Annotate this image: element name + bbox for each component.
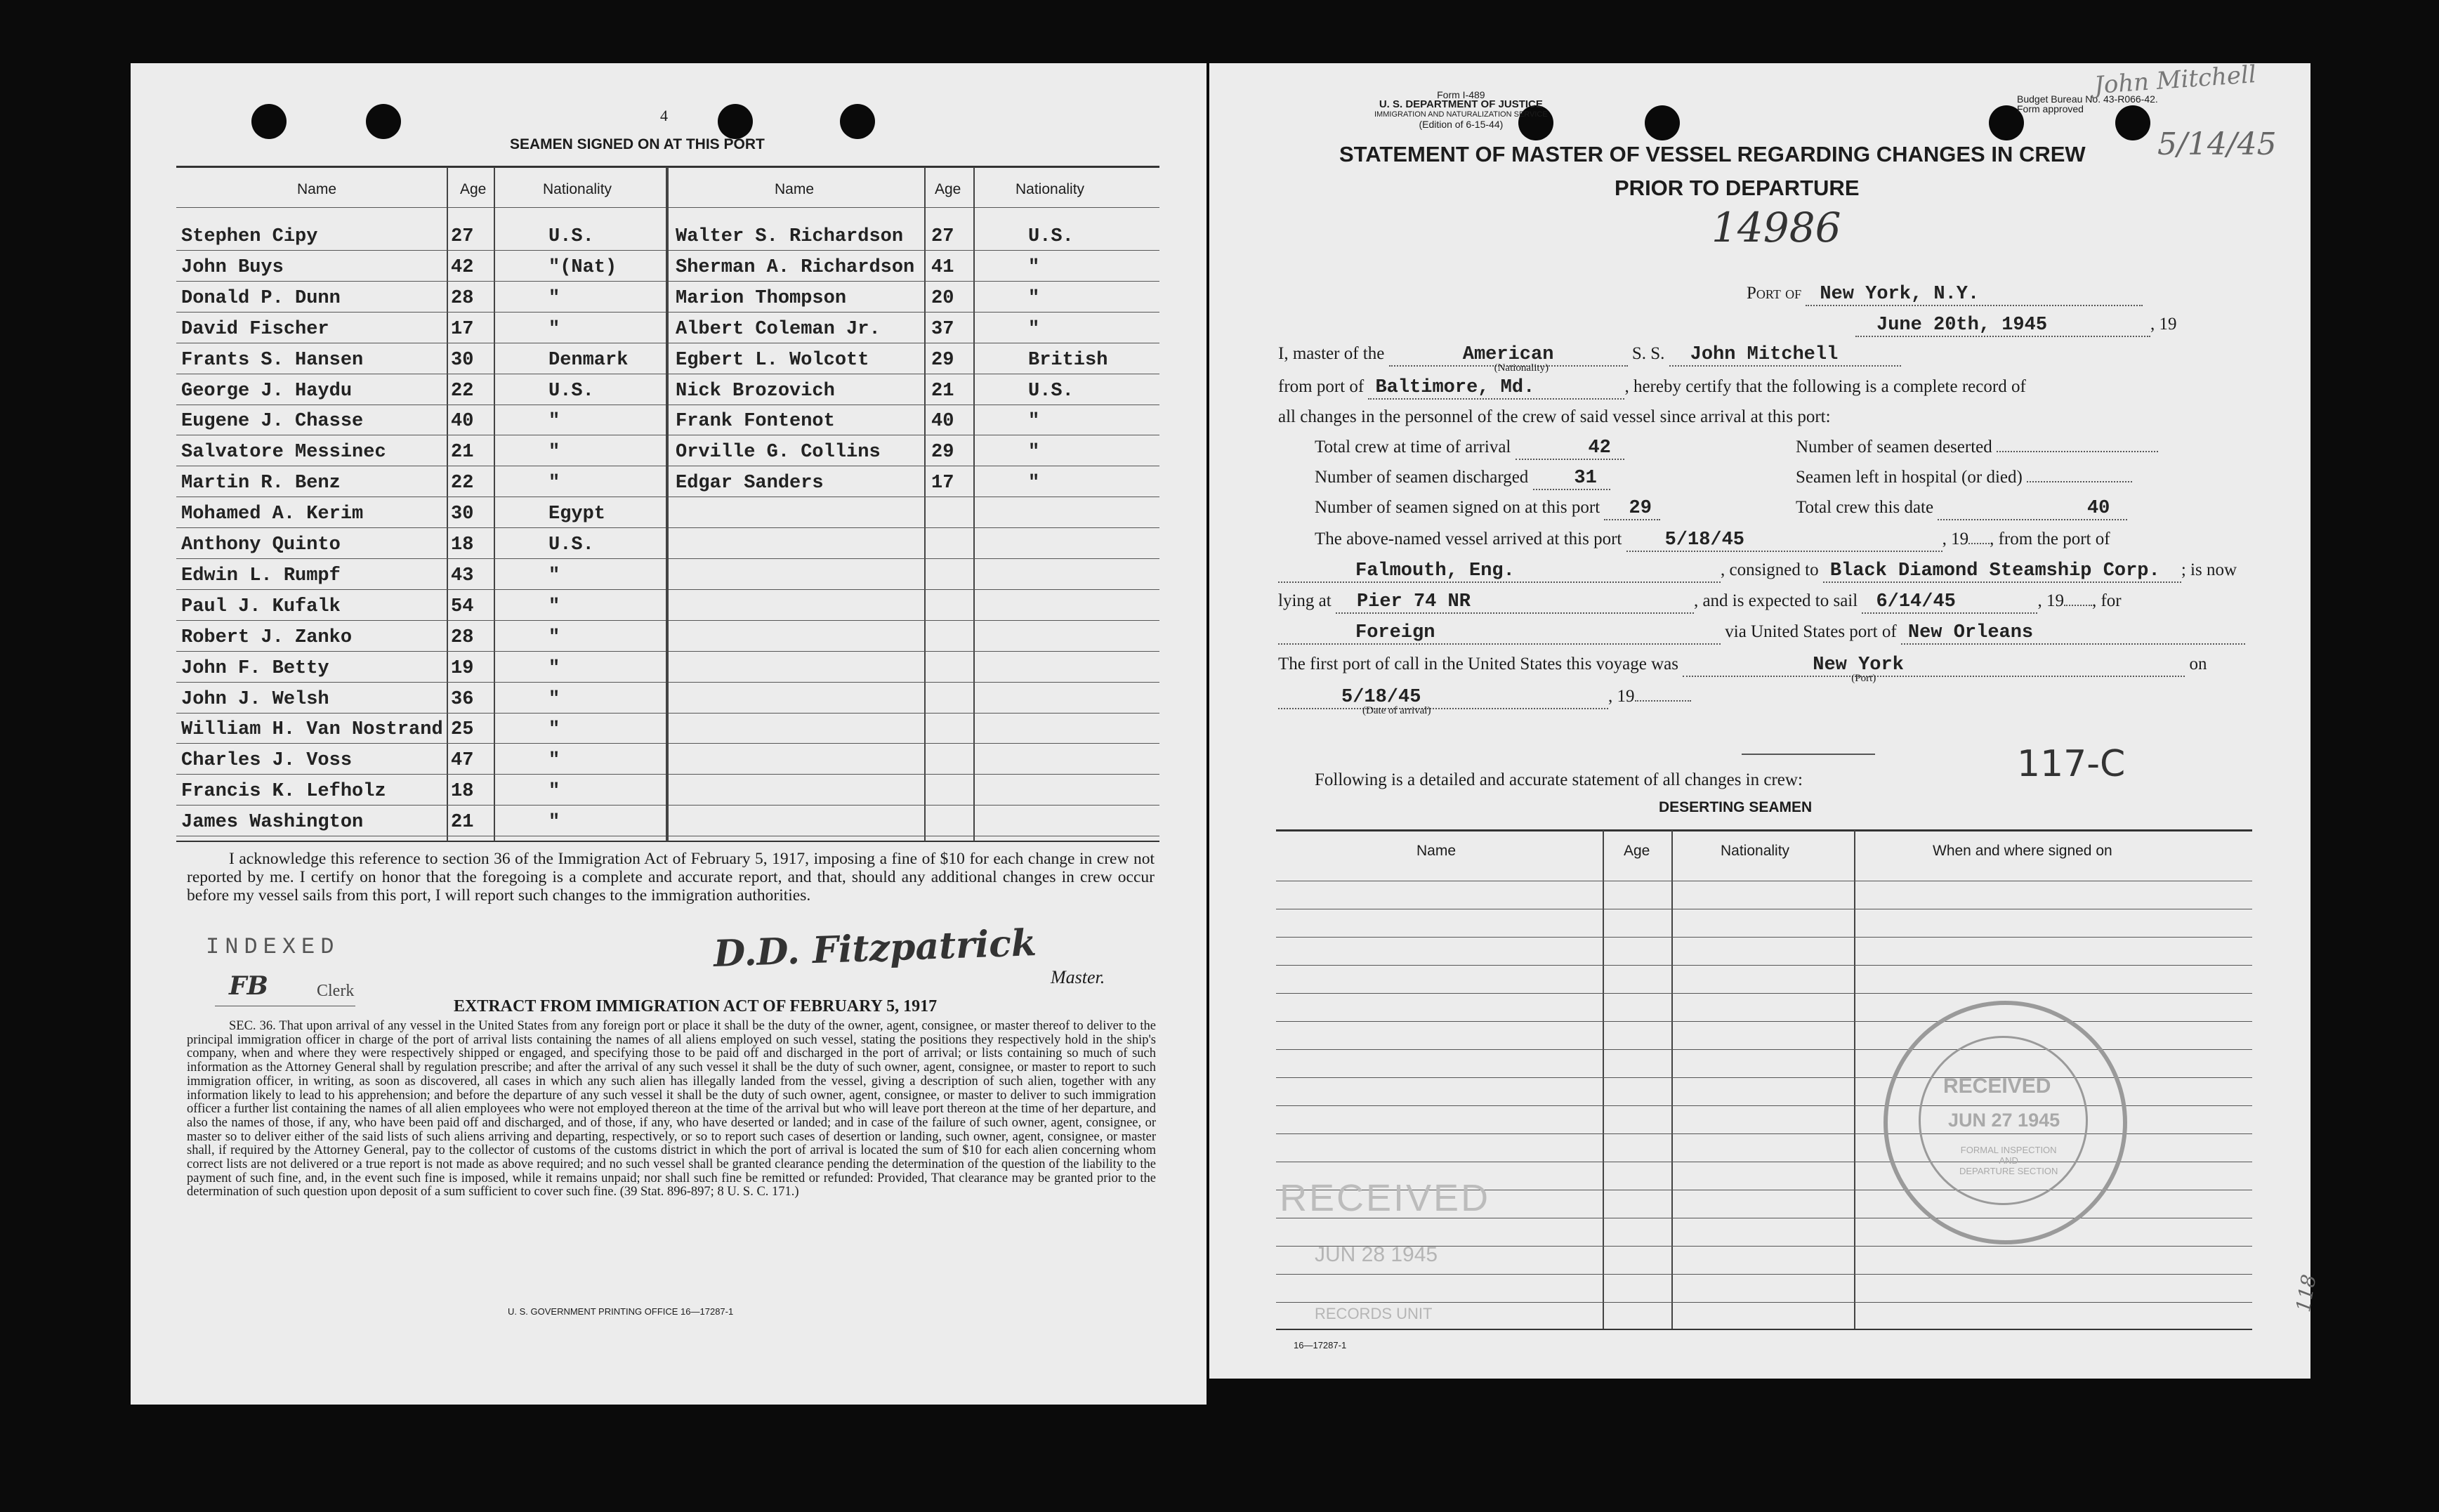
row-rule <box>669 774 1159 775</box>
form-number: Form I-489 <box>1437 89 1485 100</box>
seaman-nationality: " <box>548 719 560 741</box>
deserting-top-rule <box>1276 829 2252 831</box>
first-port-label: The first port of call in the United States this voyage was <box>1278 655 1679 673</box>
seaman-age: 21 <box>451 812 474 834</box>
seaman-nationality: " <box>548 565 560 586</box>
first-port-value: New York <box>1813 655 1904 676</box>
seaman-name: Egbert L. Wolcott <box>676 349 869 371</box>
following-text: Following is a detailed and accurate statement of all changes in crew: <box>1315 770 1803 789</box>
for-label: , for <box>2091 591 2122 610</box>
col-divider <box>924 167 926 841</box>
seaman-age: 20 <box>931 287 954 309</box>
deserting-row-rule <box>1276 1021 2252 1022</box>
row-rule <box>176 589 666 590</box>
seaman-name: Orville G. Collins <box>676 442 881 464</box>
seaman-name: David Fischer <box>181 318 329 340</box>
seaman-name: George J. Haydu <box>181 380 353 402</box>
row-rule <box>176 620 666 621</box>
col-divider <box>1854 830 1855 1329</box>
seaman-age: 18 <box>451 534 474 556</box>
col-divider <box>1671 830 1673 1329</box>
handwritten-ship-name: John Mitchell <box>2093 60 2257 100</box>
seaman-age: 18 <box>451 781 474 803</box>
first-date-value: 5/18/45 <box>1341 687 1421 708</box>
seaman-age: 21 <box>451 442 474 464</box>
seaman-nationality: U.S. <box>1028 380 1074 402</box>
punch-hole <box>840 104 875 139</box>
seaman-nationality: "(Nat) <box>548 256 617 278</box>
seaman-age: 19 <box>451 657 474 679</box>
row-rule <box>669 527 1159 528</box>
seaman-age: 29 <box>931 349 954 371</box>
seaman-nationality: " <box>548 473 560 494</box>
seaman-age: 36 <box>451 688 474 710</box>
row-rule <box>669 250 1159 251</box>
punch-hole <box>718 104 753 139</box>
seaman-name: James Washington <box>181 812 364 834</box>
extract-title: EXTRACT FROM IMMIGRATION ACT OF FEBRUARY 5, 1917 <box>454 997 938 1015</box>
seaman-nationality: " <box>548 781 560 803</box>
col-divider <box>447 167 448 841</box>
seaman-nationality: " <box>548 657 560 679</box>
seaman-name: Frants S. Hansen <box>181 349 364 371</box>
gpo-line-right: 16—17287-1 <box>1294 1340 1347 1350</box>
punch-hole <box>251 104 287 139</box>
seaman-age: 27 <box>931 226 954 247</box>
seaman-name: Edgar Sanders <box>676 473 824 494</box>
seaman-age: 28 <box>451 626 474 648</box>
seaman-name: William H. Van Nostrand <box>181 719 443 741</box>
seaman-name: Albert Coleman Jr. <box>676 318 881 340</box>
lying-at-value: Pier 74 NR <box>1356 591 1471 612</box>
deserting-row-rule <box>1276 993 2252 994</box>
page-number: 4 <box>660 107 668 124</box>
seaman-nationality: U.S. <box>548 534 594 556</box>
total-crew-date-value: 40 <box>2086 498 2110 519</box>
is-now-label: ; is now <box>2181 560 2237 579</box>
on-label: on <box>2189 655 2207 673</box>
from-port-of-label: , from the port of <box>1990 530 2110 548</box>
seaman-name: John Buys <box>181 256 284 278</box>
row-rule <box>176 558 666 559</box>
deserting-row-rule <box>1276 965 2252 966</box>
punch-hole <box>1645 105 1680 140</box>
seaman-age: 17 <box>451 318 474 340</box>
seaman-nationality: " <box>1028 318 1040 340</box>
row-rule <box>669 589 1159 590</box>
seaman-age: 40 <box>451 411 474 433</box>
seaman-nationality: " <box>1028 473 1040 494</box>
deserting-row-rule <box>1276 1302 2252 1303</box>
received-stamp-date: JUN 28 1945 <box>1315 1243 1438 1266</box>
seaman-nationality: " <box>548 626 560 648</box>
edition: (Edition of 6-15-44) <box>1419 119 1504 130</box>
via-port-value: New Orleans <box>1907 622 2034 643</box>
row-rule <box>669 713 1159 714</box>
row-rule <box>669 312 1159 313</box>
master-label: I, master of the <box>1278 344 1385 363</box>
from-port-value: Baltimore, Md. <box>1368 377 1624 400</box>
header-name: Name <box>297 181 337 197</box>
seaman-nationality: " <box>548 688 560 710</box>
seaman-name: Robert J. Zanko <box>181 626 353 648</box>
seaman-nationality: " <box>548 750 560 772</box>
short-rule <box>1742 754 1875 755</box>
seaman-age: 25 <box>451 719 474 741</box>
seamen-deserted-label: Number of seamen deserted <box>1796 438 1992 456</box>
seamen-hospital-label: Seamen left in hospital (or died) <box>1796 468 2023 487</box>
seaman-age: 21 <box>931 380 954 402</box>
seaman-age: 41 <box>931 256 954 278</box>
nationality-caption: (Nationality) <box>1494 362 1549 374</box>
deserting-row-rule <box>1276 1274 2252 1275</box>
row-rule <box>176 743 666 744</box>
nationality-value: American <box>1462 344 1554 365</box>
department: U. S. DEPARTMENT OF JUSTICE <box>1379 98 1543 110</box>
right-page <box>1209 60 2321 1379</box>
seaman-nationality: " <box>548 287 560 309</box>
consigned-label: , consigned to <box>1721 560 1819 579</box>
extract-text: SEC. 36. That upon arrival of any vessel in the United States from any foreign port or place it shall be the duty of the owner, agent, consignee, or master thereof to deliver to the principal immigration officer in charge of the port of arrival lists containing the names of all aliens employed on such vessel, stating the positions they respectively hold in the ship's company, when and where they were respectively shipped or engaged, and specifying those to be paid off and discharged in the port of arrival; or lists containing so much of such information as the Attorney General shall by regulation prescribe; and after the arrival of any such vessel it shall be the duty of such owner, agent, consignee, or master to report to such immigration officer, in writing, as soon as discovered, all cases in which any such alien has illegally landed from the vessel, giving a description of such alien, together with any information likely to lead to his apprehension; and before the departure of any such vessel it shall be the duty of such owner, agent, consignee, or master to deliver to such immigration officer a further list containing the names of all alien employees who were not employed thereon at the time of the arrival but who will leave port thereon at the time of her departure, and also the names of those, if any, who have been paid off and discharged, and of those, if any, who have deserted or landed; and in case of the failure of such owner, agent, consignee, or master so to deliver either of the said lists of such aliens arriving and departing, respectively, or so to report such cases of desertion or landing, such owner, agent, consignee, or master shall, if required by the Attorney General, pay to the collector of customs of the customs district in which the port of arrival is located the sum of $10 for each alien concerning whom correct lists are not delivered or a true report is not made as above required; and no such vessel shall be granted clearance pending the determination of the question of the liability to the payment of such fine, and, in the event such fine is imposed, while it remains unpaid; nor shall such fine be remitted or refunded: Provided, That clearance may be granted prior to the determination of such question upon deposit of a sum sufficient to cover such fine. (39 Stat. 896-897; 8 U. S. C. 171.) <box>187 1019 1156 1199</box>
seaman-nationality: " <box>1028 411 1040 433</box>
seaman-nationality: " <box>1028 442 1040 464</box>
left-page <box>131 63 1207 1405</box>
seal-received-text: RECEIVED <box>1943 1074 2051 1098</box>
year-suffix: , 19 <box>2150 315 2177 334</box>
seaman-name: Sherman A. Richardson <box>676 256 915 278</box>
service: IMMIGRATION AND NATURALIZATION SERVICE <box>1374 110 1548 119</box>
seaman-name: John J. Welsh <box>181 688 329 710</box>
received-stamp: RECEIVED <box>1280 1177 1491 1219</box>
ship-name-value: John Mitchell <box>1669 344 1901 367</box>
seaman-name: Mohamed A. Kerim <box>181 504 364 525</box>
certify-text: , hereby certify that the following is a complete record of <box>1624 377 2026 396</box>
lying-at-label: lying at <box>1278 591 1332 610</box>
row-rule <box>176 312 666 313</box>
clerk-label: Clerk <box>317 982 355 1000</box>
header-nationality: Nationality <box>543 181 612 197</box>
seaman-name: Stephen Cipy <box>181 226 318 247</box>
form-title: STATEMENT OF MASTER OF VESSEL REGARDING CHANGES IN CREW <box>1339 142 2086 166</box>
seaman-age: 43 <box>451 565 474 586</box>
seaman-name: Frank Fontenot <box>676 411 835 433</box>
first-year-suffix: , 19 <box>1608 687 1635 706</box>
seamen-signed-value: 29 <box>1629 498 1652 519</box>
seaman-name: Paul J. Kufalk <box>181 596 341 617</box>
budget-number: Budget Bureau No. 43-R066-42. <box>2017 93 2158 105</box>
row-rule <box>669 805 1159 806</box>
seaman-age: 22 <box>451 380 474 402</box>
seaman-nationality: " <box>548 596 560 617</box>
seaman-name: Martin R. Benz <box>181 473 341 494</box>
seal-line: FORMAL INSPECTION <box>1960 1145 2057 1155</box>
arrived-year-suffix: , 19 <box>1942 530 1969 548</box>
deserting-header-name: Name <box>1416 843 1457 859</box>
clerk-initials: FB <box>229 971 268 1001</box>
consigned-to-value: Black Diamond Steamship Corp. <box>1829 560 2160 581</box>
col-divider <box>666 167 669 841</box>
header-age: Age <box>935 181 961 197</box>
header-age: Age <box>460 181 487 197</box>
total-crew-arrival-label: Total crew at time of arrival <box>1315 438 1511 456</box>
seaman-nationality: " <box>1028 256 1040 278</box>
row-rule <box>176 527 666 528</box>
seaman-age: 47 <box>451 750 474 772</box>
seaman-name: Francis K. Lefholz <box>181 781 386 803</box>
gpo-line: U. S. GOVERNMENT PRINTING OFFICE 16—17287-1 <box>508 1306 734 1317</box>
row-rule <box>669 558 1159 559</box>
budget-bureau <box>2017 94 2158 114</box>
col-divider <box>1603 830 1604 1329</box>
seaman-age: 30 <box>451 349 474 371</box>
row-rule <box>176 682 666 683</box>
arrived-label: The above-named vessel arrived at this port <box>1315 530 1622 548</box>
seaman-nationality: " <box>548 812 560 834</box>
from-port-label: from port of <box>1278 377 1365 396</box>
header-name: Name <box>775 181 815 197</box>
seaman-nationality: " <box>548 442 560 464</box>
seaman-age: 37 <box>931 318 954 340</box>
acknowledgement-text: I acknowledge this reference to section 36 of the Immigration Act of February 5, 1917, imposing a fine of $10 for each change in crew not reported by me. I certify on honor that the foregoing is a complete and accurate report, and that, should any additional changes in crew occur before my vessel sails from this port, I will report such changes to the immigration authorities. <box>187 850 1155 905</box>
seamen-discharged-label: Number of seamen discharged <box>1315 468 1529 487</box>
records-unit-stamp: RECORDS UNIT <box>1315 1305 1433 1322</box>
seaman-age: 42 <box>451 256 474 278</box>
port-value: New York, N.Y. <box>1806 284 2143 306</box>
indexed-stamp: INDEXED <box>206 934 340 960</box>
file-number: 14986 <box>1711 204 1841 251</box>
seaman-nationality: " <box>548 411 560 433</box>
seaman-nationality: U.S. <box>548 380 594 402</box>
seaman-name: John F. Betty <box>181 657 329 679</box>
arrived-date-value: 5/18/45 <box>1664 530 1745 551</box>
deserting-header-nationality: Nationality <box>1721 843 1790 859</box>
expected-year-suffix: , 19 <box>2037 591 2064 610</box>
port-caption: (Port) <box>1851 673 1876 684</box>
row-rule <box>669 651 1159 652</box>
seaman-name: Edwin L. Rumpf <box>181 565 341 586</box>
seal-line: AND <box>1999 1155 2018 1166</box>
seal-section-text <box>1959 1145 2058 1176</box>
seaman-age: 28 <box>451 287 474 309</box>
master-signature: D.D. Fitzpatrick <box>713 921 1037 976</box>
col-divider <box>973 167 975 841</box>
ss-label: S. S. <box>1631 344 1665 363</box>
date-value: June 20th, 1945 <box>1855 315 2150 337</box>
seaman-age: 27 <box>451 226 474 247</box>
row-rule <box>669 743 1159 744</box>
seaman-age: 54 <box>451 596 474 617</box>
seaman-name: Anthony Quinto <box>181 534 341 556</box>
date-caption: (Date of arrival) <box>1362 705 1431 716</box>
margin-number: 118 <box>2291 1273 2321 1314</box>
deserting-row-rule <box>1276 1049 2252 1050</box>
via-label: via United States port of <box>1725 622 1897 641</box>
form-subtitle: PRIOR TO DEPARTURE <box>1615 176 1860 200</box>
deserting-header-signed-on: When and where signed on <box>1933 843 2112 859</box>
form-header <box>1374 90 1548 129</box>
expected-label: , and is expected to sail <box>1693 591 1858 610</box>
seaman-nationality: U.S. <box>1028 226 1074 247</box>
seaman-name: Salvatore Messinec <box>181 442 386 464</box>
seal-date-text: JUN 27 1945 <box>1948 1110 2060 1131</box>
port-label: Port of <box>1747 284 1802 303</box>
handwritten-date: 5/14/45 <box>2157 126 2277 162</box>
destination-value: Foreign <box>1355 622 1435 643</box>
row-rule <box>176 651 666 652</box>
expected-sail-value: 6/14/45 <box>1876 591 1956 612</box>
handwritten-code: 117-C <box>2017 743 2126 785</box>
seaman-name: Nick Brozovich <box>676 380 835 402</box>
col-divider <box>494 167 495 841</box>
seamen-signed-label: Number of seamen signed on at this port <box>1315 498 1600 517</box>
seaman-nationality: British <box>1028 349 1108 371</box>
seaman-age: 17 <box>931 473 954 494</box>
row-rule <box>176 805 666 806</box>
seaman-nationality: U.S. <box>548 226 594 247</box>
total-crew-arrival-value: 42 <box>1588 438 1611 459</box>
seaman-name: Donald P. Dunn <box>181 287 341 309</box>
total-crew-date-label: Total crew this date <box>1796 498 1934 517</box>
row-rule <box>176 250 666 251</box>
seaman-nationality: Denmark <box>548 349 629 371</box>
seaman-name: Walter S. Richardson <box>676 226 904 247</box>
row-rule <box>669 682 1159 683</box>
deserting-title: DESERTING SEAMEN <box>1659 799 1813 815</box>
row-rule <box>669 281 1159 282</box>
seaman-nationality: Egypt <box>548 504 606 525</box>
row-rule <box>176 774 666 775</box>
deserting-header-age: Age <box>1624 843 1650 859</box>
master-label: Master. <box>1051 967 1105 987</box>
punch-hole <box>366 104 401 139</box>
deserting-row-rule <box>1276 937 2252 938</box>
seaman-age: 29 <box>931 442 954 464</box>
row-rule <box>176 281 666 282</box>
row-rule <box>669 620 1159 621</box>
seaman-name: Charles J. Voss <box>181 750 353 772</box>
row-rule <box>176 713 666 714</box>
seaman-age: 30 <box>451 504 474 525</box>
deserting-bottom-rule <box>1276 1329 2252 1330</box>
seaman-age: 40 <box>931 411 954 433</box>
from-port-of-value: Falmouth, Eng. <box>1355 560 1515 581</box>
seaman-name: Marion Thompson <box>676 287 847 309</box>
section-title: SEAMEN SIGNED ON AT THIS PORT <box>510 136 765 152</box>
seaman-age: 22 <box>451 473 474 494</box>
seal-line: DEPARTURE SECTION <box>1959 1166 2058 1176</box>
seaman-nationality: " <box>548 318 560 340</box>
seaman-nationality: " <box>1028 287 1040 309</box>
certify-text-2: all changes in the personnel of the crew of said vessel since arrival at this port: <box>1278 407 1831 426</box>
seamen-discharged-value: 31 <box>1574 468 1597 489</box>
header-nationality: Nationality <box>1015 181 1085 197</box>
form-approved: Form approved <box>2017 103 2084 114</box>
seaman-name: Eugene J. Chasse <box>181 411 364 433</box>
